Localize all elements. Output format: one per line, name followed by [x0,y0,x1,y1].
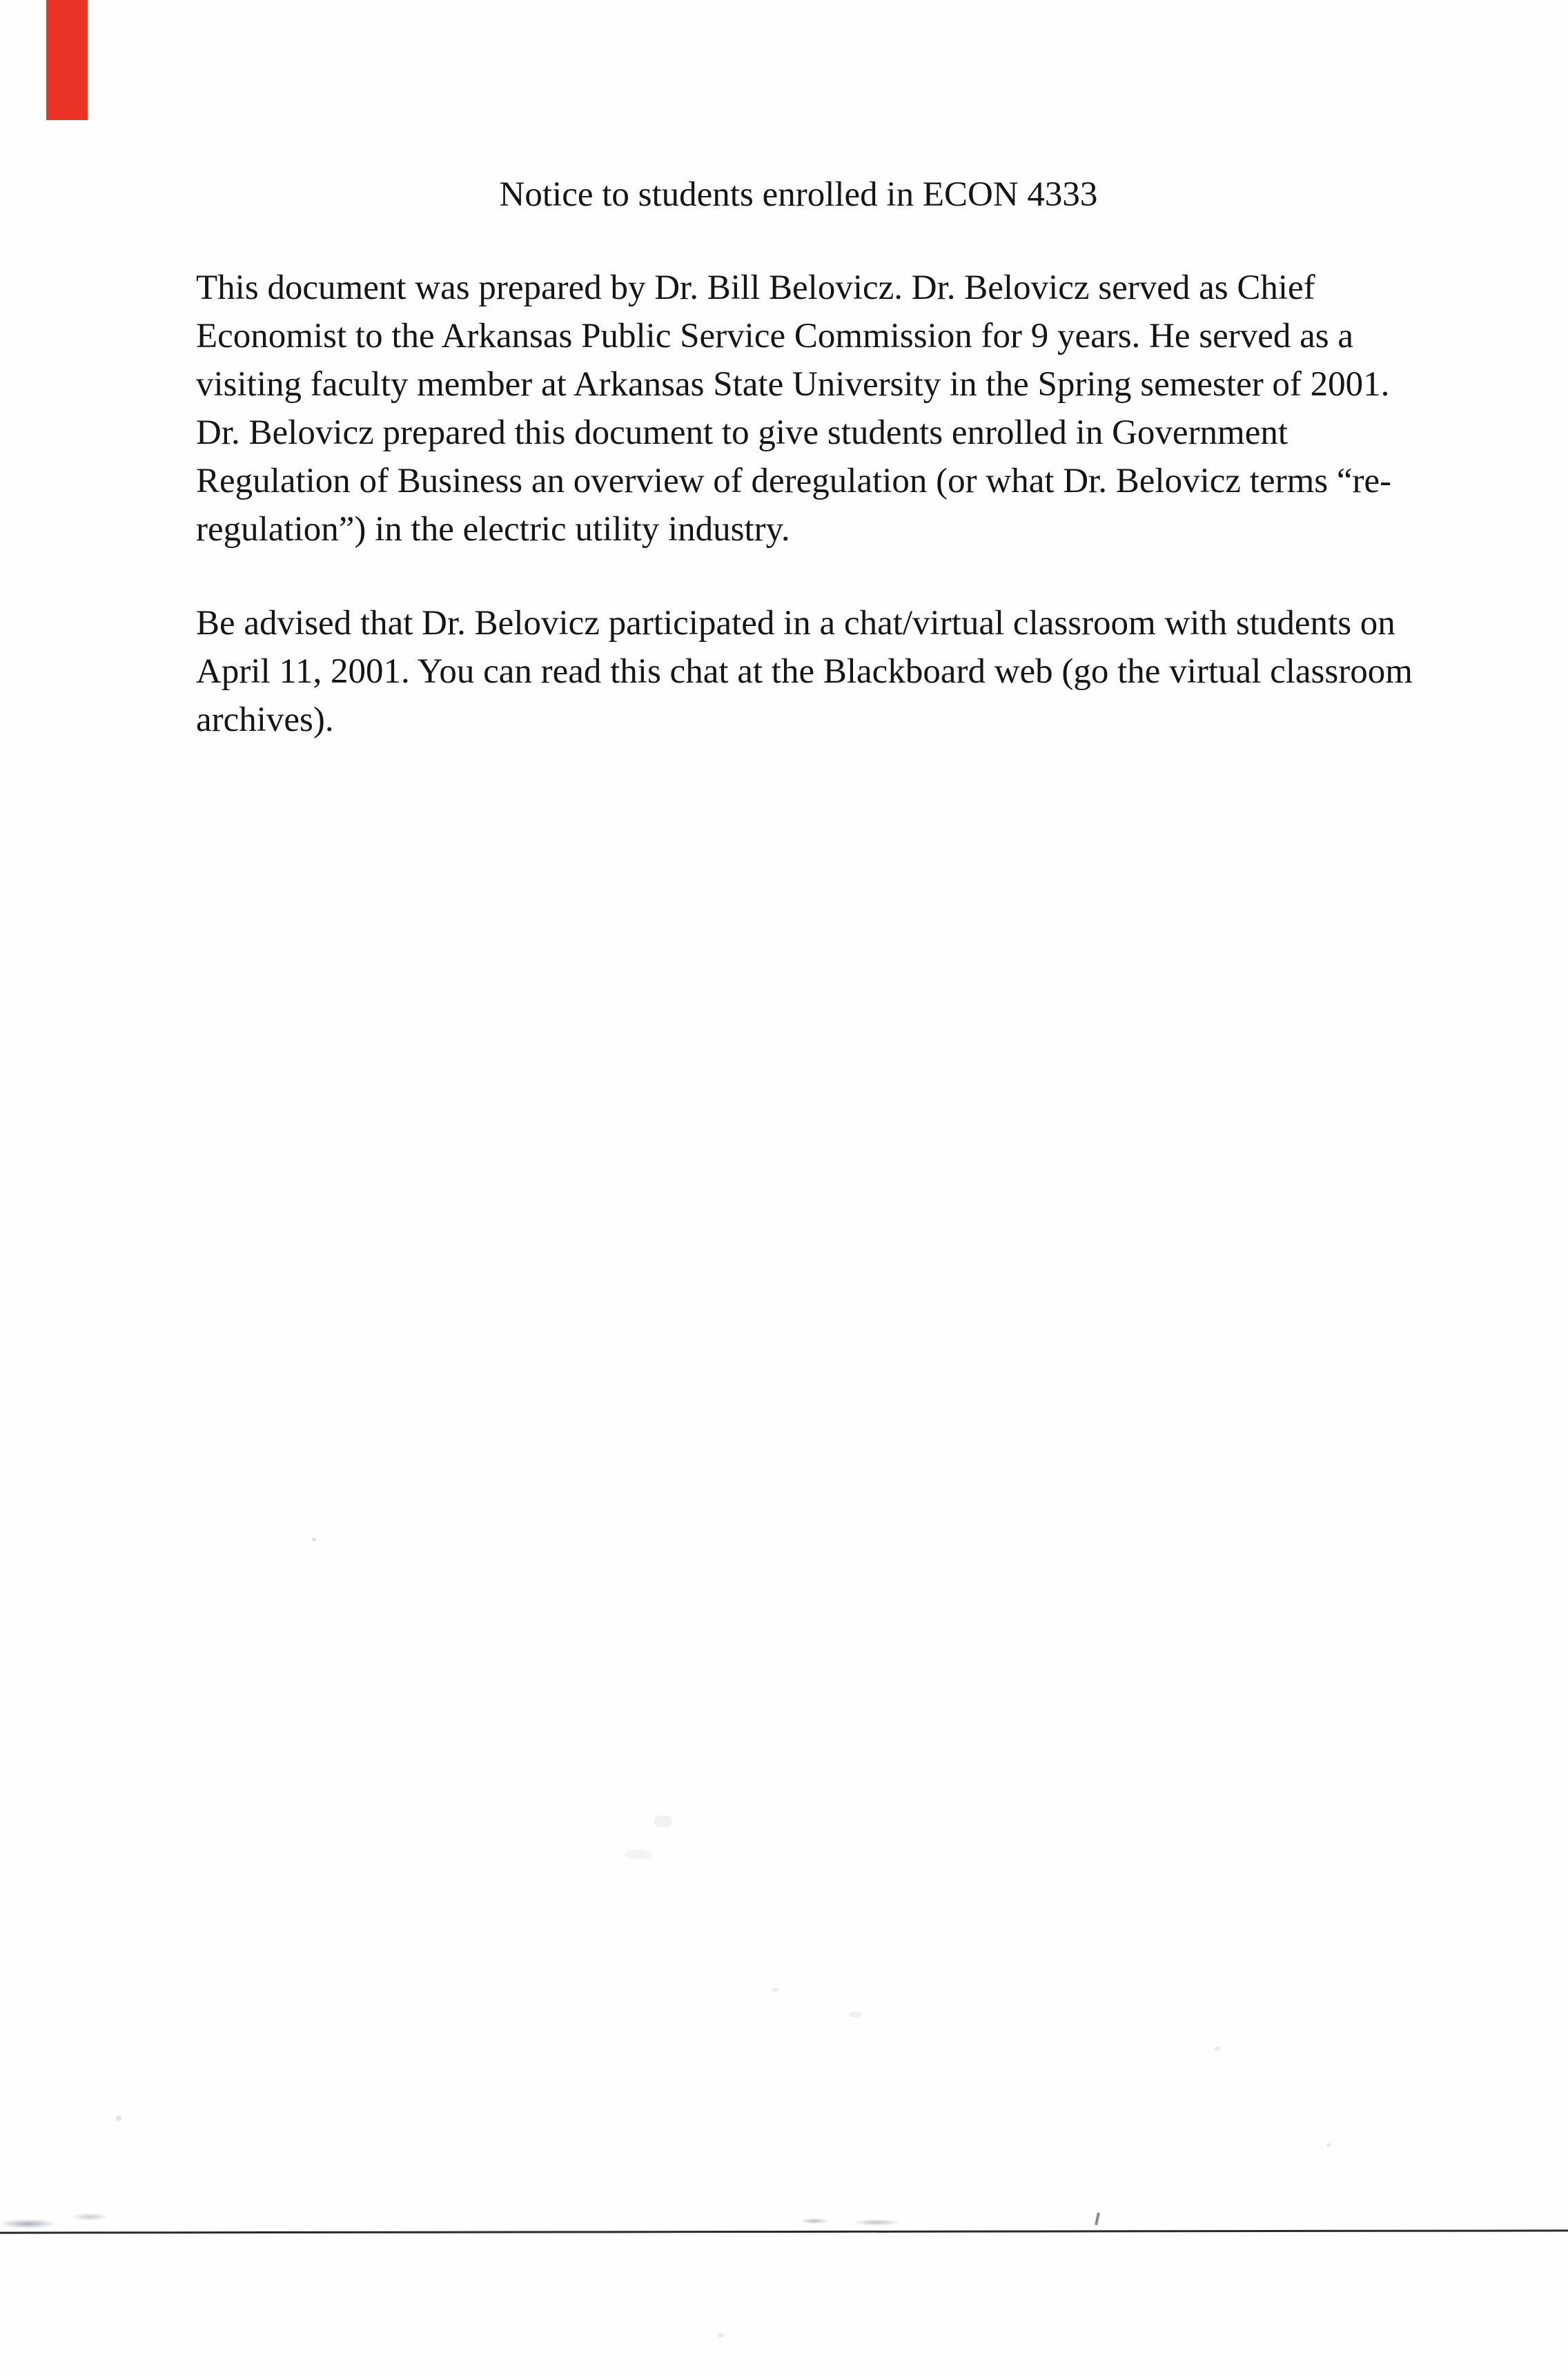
scan-speck [849,2012,861,2017]
scan-speck [718,2333,724,2338]
scan-smudge-center [794,2214,945,2228]
scan-tick-mark [1095,2213,1100,2225]
scan-speck [625,1850,652,1859]
scan-speck [1326,2143,1331,2147]
document-body [196,264,1431,744]
paragraph-1: This document was prepared by Dr. Bill Belovicz. Dr. Belovicz served as Chief Economist to the Arkansas Public Service Commission for 9 years. He served as a visiting faculty member at Arkansas State University in the Spring semester of 2001. Dr. Belovicz prepared this document to give students enrolled in Government Regulation of Business an overview of deregulation (or what Dr. Belovicz terms “re-regulation”) in the electric utility industry. [196,268,1392,549]
scan-artifact-red-stripe [46,0,88,120]
scan-smudge-left [0,2207,131,2231]
paragraph-2: Be advised that Dr. Belovicz participated in a chat/virtual classroom with students on April 11, 2001. You can read this chat at the Blackboard web (go the virtual classroom archives). [196,604,1413,739]
scan-speck [654,1815,672,1828]
document-title: Notice to students enrolled in ECON 4333 [499,175,1098,214]
scan-speck [312,1538,316,1541]
scan-speck [1215,2046,1220,2051]
scan-speck [116,2115,121,2121]
scan-artifact-bottom-line [0,2229,1568,2233]
scan-speck [772,1988,778,1992]
